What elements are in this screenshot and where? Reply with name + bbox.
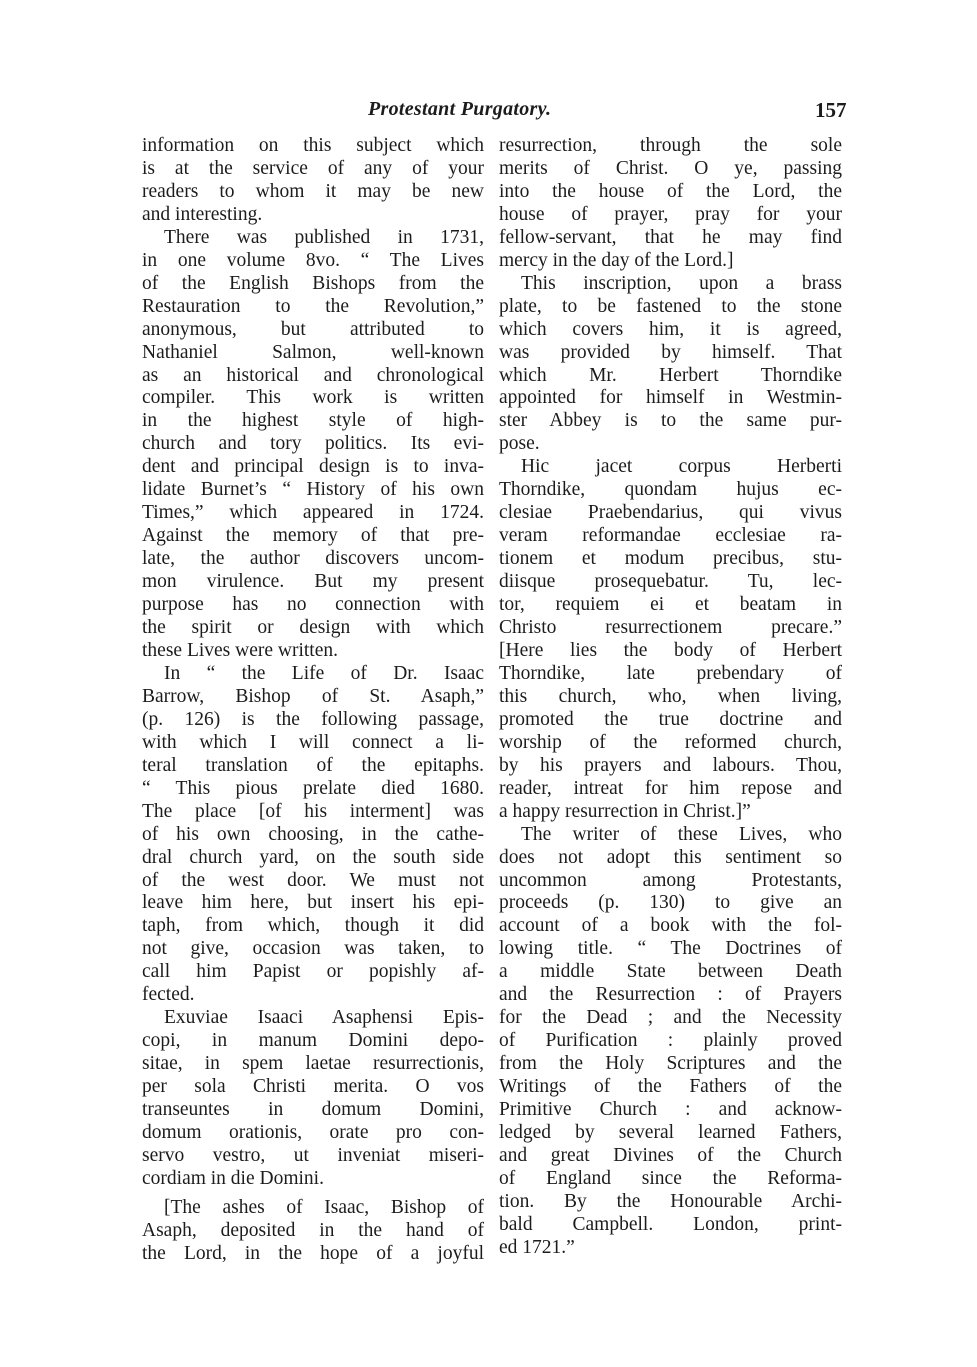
text-line: for the Dead ; and the Necessity — [499, 1007, 842, 1029]
text-line: fected. — [142, 984, 195, 1006]
text-line: “ This pious prelate died 1680. — [142, 777, 484, 799]
text-line: promoted the true doctrine and — [499, 708, 842, 730]
text-line: tor, requiem ei et beatam in — [499, 594, 842, 616]
text-line: and interesting. — [142, 203, 263, 225]
text-line: lidate Burnet’s “ History of his own — [142, 479, 484, 501]
text-line: and great Divines of the Church — [499, 1144, 842, 1166]
text-line: veram reformandae ecclesiae ra- — [499, 525, 842, 547]
text-line: proceeds (p. 130) to give an — [499, 892, 842, 914]
text-line: purpose has no connection with — [142, 594, 484, 616]
text-line: church and tory politics. Its evi- — [142, 433, 484, 455]
text-line: sitae, in spem laetae resurrectionis, — [142, 1053, 484, 1075]
text-line: per sola Christi merita. O vos — [142, 1076, 484, 1098]
text-line: dral church yard, on the south side — [142, 846, 484, 868]
text-line: Restauration to the Revolution,” — [142, 295, 484, 317]
text-line: leave him here, but insert his epi- — [142, 892, 484, 914]
text-line: these Lives were written. — [142, 639, 339, 661]
text-line: not give, occasion was taken, to — [142, 938, 484, 960]
text-line: servo vestro, ut inveniat miseri- — [142, 1144, 484, 1166]
text-line: Thorndike, quondam hujus ec- — [499, 479, 842, 501]
text-line: copi, in manum Domini depo- — [142, 1030, 484, 1052]
text-line: lowing title. “ The Doctrines of — [499, 938, 842, 960]
text-line: tionem et modum precibus, stu- — [499, 548, 842, 570]
text-line: cordiam in die Domini. — [142, 1167, 324, 1189]
text-line: is at the service of any of your — [142, 157, 484, 179]
text-line: Nathaniel Salmon, well-known — [142, 341, 484, 363]
text-line: compiler. This work is written — [142, 387, 484, 409]
text-line: resurrection, through the sole — [499, 135, 842, 156]
text-line: a happy resurrection in Christ.]” — [499, 800, 751, 822]
text-line: which covers him, it is agreed, — [499, 318, 842, 340]
text-line: Barrow, Bishop of St. Asaph,” — [142, 685, 484, 707]
text-line: clesiae Praebendarius, qui vivus — [499, 502, 842, 524]
text-line: Exuviae Isaaci Asaphensi Epis- — [164, 1007, 484, 1029]
text-line: mon virulence. But my present — [142, 571, 484, 593]
text-line: appointed for himself in Westmin- — [499, 387, 842, 409]
text-line: in one volume 8vo. “ The Lives — [142, 249, 484, 271]
text-line: ledged by several learned Fathers, — [499, 1121, 842, 1143]
text-line: dent and principal design is to inva- — [142, 456, 484, 478]
text-line: [The ashes of Isaac, Bishop of — [164, 1196, 484, 1218]
text-line: the spirit or design with which — [142, 617, 484, 639]
text-line: teral translation of the epitaphs. — [142, 754, 484, 776]
text-line: diisque prosequebatur. Tu, lec- — [499, 571, 842, 593]
text-line: The place [of his interment] was — [142, 800, 484, 822]
text-line: tion. By the Honourable Archi- — [499, 1190, 842, 1212]
text-line: fellow-servant, that he may find — [499, 226, 842, 248]
text-line: was provided by himself. That — [499, 341, 842, 363]
running-head — [0, 98, 977, 128]
text-line: pose. — [499, 433, 540, 455]
text-line: This inscription, upon a brass — [521, 272, 842, 294]
text-line: In “ the Life of Dr. Isaac — [164, 662, 484, 684]
text-line: ed 1721.” — [499, 1236, 575, 1258]
text-line: Thorndike, late prebendary of — [499, 662, 842, 684]
text-line: from the Holy Scriptures and the — [499, 1053, 842, 1075]
text-line: Christo resurrectionem precare.” — [499, 617, 842, 639]
text-line: The writer of these Lives, who — [521, 823, 842, 845]
text-line: merits of Christ. O ye, passing — [499, 157, 842, 179]
text-line: does not adopt this sentiment so — [499, 846, 842, 868]
text-line: Against the memory of that pre- — [142, 525, 484, 547]
text-line: call him Papist or popishly af- — [142, 961, 484, 983]
text-line: ster Abbey is to the same pur- — [499, 410, 842, 432]
text-line: reader, intreat for him repose and — [499, 777, 842, 799]
text-line: which Mr. Herbert Thorndike — [499, 364, 842, 386]
text-line: worship of the reformed church, — [499, 731, 842, 753]
text-line: by his prayers and labours. Thou, — [499, 754, 842, 776]
text-line: information on this subject which — [142, 135, 484, 156]
text-line: transeuntes in domum Domini, — [142, 1099, 484, 1121]
text-line: as an historical and chronological — [142, 364, 484, 386]
text-line: into the house of the Lord, the — [499, 180, 842, 202]
text-line: There was published in 1731, — [164, 226, 484, 248]
text-line: of the west door. We must not — [142, 869, 484, 891]
text-line: Hic jacet corpus Herberti — [521, 456, 842, 478]
text-line: bald Campbell. London, print- — [499, 1213, 842, 1235]
text-line: in the highest style of high- — [142, 410, 484, 432]
text-line: this church, who, when living, — [499, 685, 842, 707]
page-number: 157 — [815, 98, 847, 122]
text-line: with which I will connect a li- — [142, 731, 484, 753]
text-line: of England since the Reforma- — [499, 1167, 842, 1189]
text-line: [Here lies the body of Herbert — [499, 639, 842, 661]
text-line: a middle State between Death — [499, 961, 842, 983]
text-line: Primitive Church : and acknow- — [499, 1099, 842, 1121]
text-line: account of a book with the fol- — [499, 915, 842, 937]
right-column — [499, 135, 842, 1260]
text-line: and the Resurrection : of Prayers — [499, 984, 842, 1006]
text-line: uncommon among Protestants, — [499, 869, 842, 891]
text-line: plate, to be fastened to the stone — [499, 295, 842, 317]
text-line: anonymous, but attributed to — [142, 318, 484, 340]
text-line: taph, from which, though it did — [142, 915, 484, 937]
text-line: of his own choosing, in the cathe- — [142, 823, 484, 845]
text-line: Asaph, deposited in the hand of — [142, 1219, 484, 1241]
running-title: Protestant Purgatory. — [368, 98, 552, 120]
text-line: (p. 126) is the following passage, — [142, 708, 484, 730]
text-line: the Lord, in the hope of a joyful — [142, 1242, 484, 1264]
text-line: Writings of the Fathers of the — [499, 1076, 842, 1098]
text-line: domum orationis, orate pro con- — [142, 1121, 484, 1143]
text-line: house of prayer, pray for your — [499, 203, 842, 225]
text-line: of Purification : plainly proved — [499, 1030, 842, 1052]
left-column — [142, 135, 484, 1266]
text-line: of the English Bishops from the — [142, 272, 484, 294]
text-line: Times,” which appeared in 1724. — [142, 502, 484, 524]
text-line: late, the author discovers uncom- — [142, 548, 484, 570]
text-line: readers to whom it may be new — [142, 180, 484, 202]
text-line: mercy in the day of the Lord.] — [499, 249, 734, 271]
